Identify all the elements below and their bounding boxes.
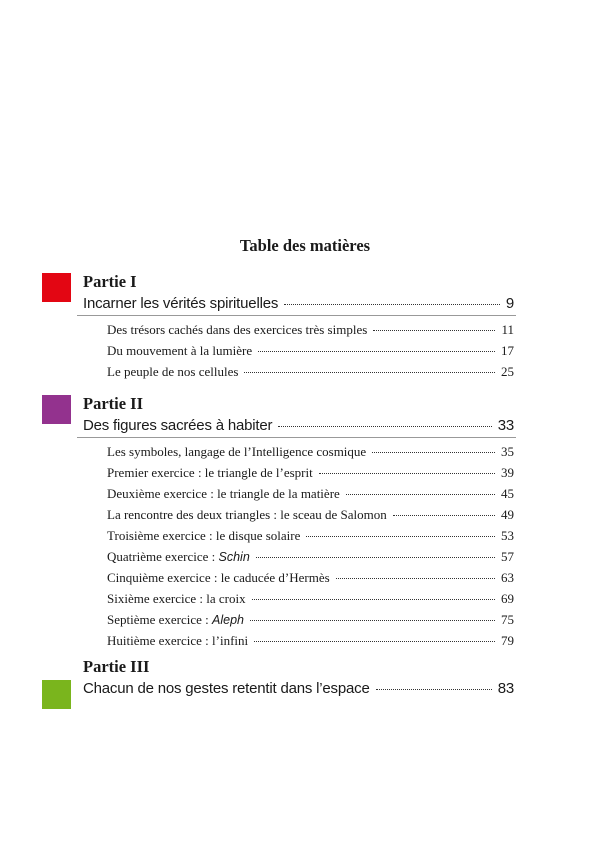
dot-leader: [244, 372, 495, 373]
dot-leader: [284, 304, 500, 305]
dot-leader: [250, 620, 495, 621]
toc-entry[interactable]: [107, 322, 514, 338]
page-number: 63: [501, 570, 514, 585]
dot-leader: [373, 330, 495, 331]
part-3-color-swatch: [42, 680, 71, 709]
page-number: 9: [505, 295, 514, 312]
dot-leader: [372, 452, 495, 453]
dot-leader: [256, 557, 495, 558]
section-rule: [77, 315, 516, 316]
toc-entry[interactable]: [107, 465, 514, 481]
part-2-heading[interactable]: [83, 417, 514, 434]
heading-title: Chacun de nos gestes retentit dans l’espace: [83, 680, 370, 697]
entry-title-prefix: Septième exercice :: [107, 612, 213, 627]
dot-leader: [252, 599, 495, 600]
page-number: 17: [501, 343, 514, 358]
page-title: Table des matières: [239, 236, 371, 255]
page-number: 69: [501, 591, 514, 606]
entry-title-italic: Aleph: [212, 613, 245, 627]
toc-entry[interactable]: [107, 486, 514, 502]
entry-title: [107, 612, 244, 628]
toc-entry[interactable]: [107, 549, 514, 565]
entry-title: Les symboles, langage de l’Intelligence cosmique: [107, 444, 367, 459]
part-1-label: Partie I: [83, 272, 137, 291]
page-number: 39: [501, 465, 514, 480]
toc-entry[interactable]: [107, 343, 514, 359]
page-number: 11: [501, 322, 514, 337]
section-rule: [77, 437, 516, 438]
dot-leader: [278, 426, 491, 427]
entry-title: Huitième exercice : l’infini: [107, 633, 249, 648]
entry-title: Cinquième exercice : le caducée d’Hermès: [107, 570, 330, 585]
entry-title: Deuxième exercice : le triangle de la matière: [107, 486, 340, 501]
page-number: 49: [501, 507, 514, 522]
dot-leader: [376, 689, 492, 690]
entry-title: Sixième exercice : la croix: [107, 591, 246, 606]
dot-leader: [258, 351, 495, 352]
toc-entry[interactable]: [107, 570, 514, 586]
part-3-label: Partie III: [83, 657, 150, 676]
toc-entry[interactable]: [107, 528, 514, 544]
page-number: 25: [501, 364, 514, 379]
heading-title: Des figures sacrées à habiter: [83, 417, 273, 434]
dot-leader: [336, 578, 495, 579]
toc-entry[interactable]: [107, 364, 514, 380]
dot-leader: [346, 494, 495, 495]
page-number: 33: [497, 417, 514, 434]
entry-title: Le peuple de nos cellules: [107, 364, 239, 379]
entry-title-italic: Schin: [218, 550, 250, 564]
dot-leader: [254, 641, 495, 642]
page-number: 35: [501, 444, 514, 459]
page-number: 79: [501, 633, 514, 648]
page-number: 45: [501, 486, 514, 501]
toc-entry[interactable]: [107, 633, 514, 649]
entry-title-prefix: Quatrième exercice :: [107, 549, 219, 564]
part-2-color-swatch: [42, 395, 71, 424]
heading-title: Incarner les vérités spirituelles: [83, 295, 279, 312]
page-number: 57: [501, 549, 514, 564]
part-2-label: Partie II: [83, 394, 144, 413]
entry-title: Premier exercice : le triangle de l’esprit: [107, 465, 313, 480]
entry-title: La rencontre des deux triangles : le sceau de Salomon: [107, 507, 387, 522]
page-number: 75: [501, 612, 514, 627]
part-1-color-swatch: [42, 273, 71, 302]
toc-entry[interactable]: [107, 612, 514, 628]
entry-title: Troisième exercice : le disque solaire: [107, 528, 301, 543]
page-number: 83: [497, 680, 514, 697]
part-1-heading[interactable]: [83, 295, 514, 312]
dot-leader: [319, 473, 495, 474]
entry-title: Des trésors cachés dans des exercices très simples: [107, 322, 368, 337]
page-number: 53: [501, 528, 514, 543]
toc-entry[interactable]: [107, 444, 514, 460]
part-3-heading[interactable]: [83, 680, 514, 697]
entry-title: [107, 549, 250, 565]
entry-title: Du mouvement à la lumière: [107, 343, 253, 358]
toc-entry[interactable]: [107, 591, 514, 607]
dot-leader: [306, 536, 495, 537]
toc-entry[interactable]: [107, 507, 514, 523]
dot-leader: [393, 515, 495, 516]
